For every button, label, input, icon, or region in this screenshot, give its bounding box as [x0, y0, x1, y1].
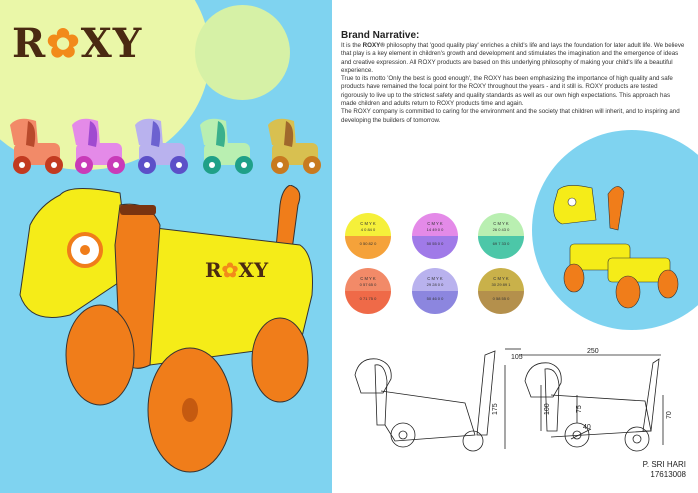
toy-variant-pink	[72, 119, 125, 174]
narrative-paragraph-1: It is the ROXY® philosophy that 'good quality play' enriches a child's life and lays the foundation for later adult life. We believe that play is a key element in children's growth and development and stimulates the imagination and the emergence of ideas and creative expression. All ROXY products are based on this underlying philosophy of making your child's life a beautiful experience.	[341, 42, 685, 74]
narrative-paragraph-3: The ROXY company is committed to caring for the environment and the society that children will inherit, and to inspiring and developing the builders of tomorrow.	[341, 108, 680, 124]
toy-variant-purple	[135, 119, 188, 174]
color-swatch-purple: C M Y K 29 28 0 0 50 46 0 0	[412, 268, 458, 314]
main-toy-illustration	[0, 185, 332, 485]
paw-icon: ✿	[46, 20, 81, 67]
designer-id: 17613008	[650, 470, 686, 479]
dimension-105: 105	[511, 354, 523, 361]
toy-variants-row	[0, 105, 332, 195]
dimension-75: 75	[576, 405, 583, 413]
toy-variant-gold	[268, 119, 321, 174]
toy-logo: R✿XY	[205, 258, 269, 282]
color-swatch-yellow: C M Y K 4 0 84 0 0 50 82 0	[345, 213, 391, 259]
left-panel	[0, 0, 332, 493]
color-swatch-orange: C M Y K 0 57 65 0 0 71 75 0	[345, 268, 391, 314]
designer-credit	[643, 460, 686, 480]
dimension-175: 175	[492, 403, 499, 415]
color-swatch-pink: C M Y K 14 49 0 0 50 55 0 0	[412, 213, 458, 259]
color-swatch-green: C M Y K 26 0 43 0 69 7 33 0	[478, 213, 524, 259]
toy-variant-green	[200, 119, 253, 174]
technical-drawing	[345, 345, 690, 460]
dimension-100: 100	[544, 403, 551, 415]
brand-narrative-heading: Brand Narrative:	[341, 30, 420, 41]
lime-circle-top-right	[195, 5, 290, 100]
designer-name: P. SRI HARI	[642, 460, 686, 469]
brand-narrative-text	[341, 42, 686, 125]
toy-variant-orange	[10, 119, 63, 174]
dimension-40: 40	[583, 424, 591, 431]
narrative-paragraph-2: True to its motto 'Only the best is good enough', the ROXY has been emphasizing the importance of high quality and safe products have remained the focal point for the ROXY throughout the years - and it still is. ROXY products are tested rigorously to live up to the strictest safety and quality standards as well as our own high expectations. This approach has made children and adults return to ROXY products time and again.	[341, 75, 673, 108]
roxy-logo	[12, 20, 142, 67]
logo-letters-xy: XY	[80, 20, 143, 67]
dimension-250: 250	[587, 348, 599, 355]
dimension-70: 70	[666, 411, 673, 419]
right-toy-illustration	[548, 180, 688, 320]
color-swatch-gold: C M Y K 30 29 89 1 0 58 55 0	[478, 268, 524, 314]
logo-letter-r: R	[12, 20, 47, 67]
